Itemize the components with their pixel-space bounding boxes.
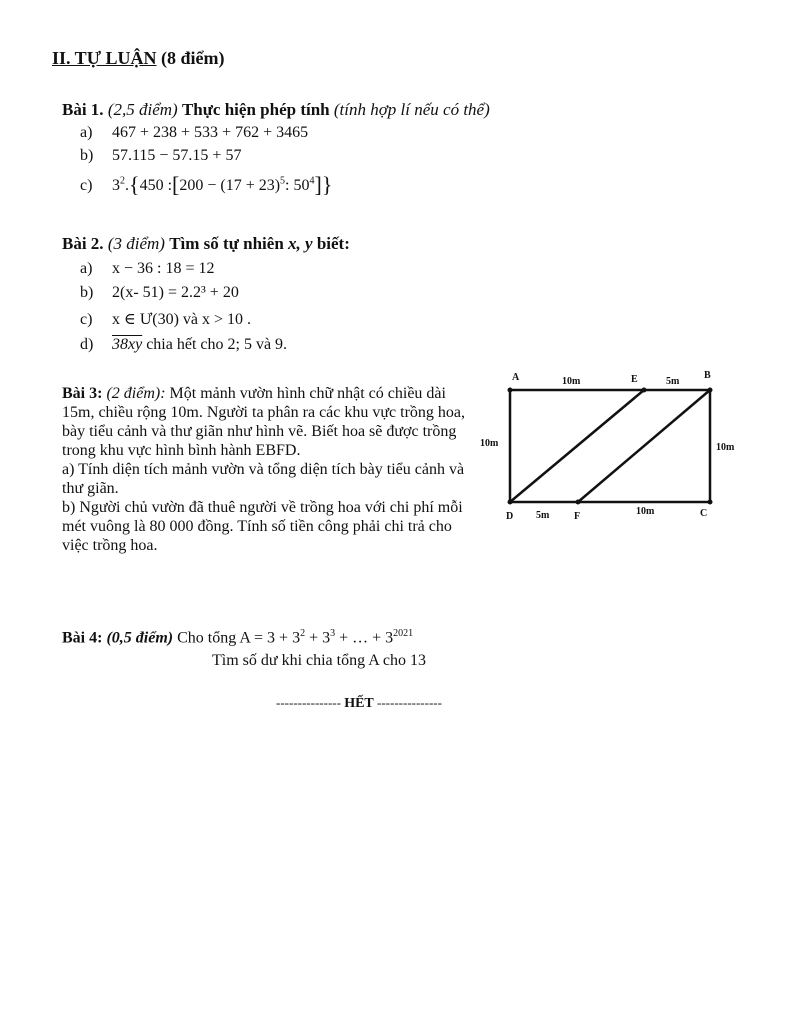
c-450: 450 : [139,177,173,194]
c-200: 200 − (17 + 23) [179,177,281,194]
bai4-line1 [62,628,413,647]
bai2-item-c [80,309,251,329]
bai1-heading [62,100,490,120]
bai3-intro-text: Một mảnh vườn hình chữ nhật có chiều dài 15m, chiều rộng 10m. Người ta phân ra các khu vực trồng hoa, bày tiểu cảnh và thư giãn như hình vẽ. Biết hoa sẽ được trồng trong khu vực hình bình hành EBFD. [62,385,466,459]
label-eb: 5m [666,376,680,387]
item-label: c) [80,177,93,194]
bai4-mid: + 3 [305,629,331,647]
bai3-text [62,384,467,555]
bai2-expr-d: chia hết cho 2; 5 và 9. [146,336,288,353]
label-c: C [700,508,708,519]
bai3-label: Bài 3: [62,385,103,402]
bai1-note: (tính hợp lí nếu có thể) [333,100,490,119]
label-bc: 10m [716,442,735,453]
c-colon50: : 50 [285,177,310,194]
c-brace-close: } [321,172,333,197]
label-a: A [512,372,520,383]
line-bf [578,390,710,502]
item-label: d) [80,336,94,353]
label-ad: 10m [480,438,499,449]
end-marker [276,695,442,712]
label-ae: 10m [562,376,581,387]
bai4-exp2: 2 [300,628,306,639]
point-b [708,388,713,393]
bai4-exp3: 3 [330,628,336,639]
bai2-text: Tìm số tự nhiên [169,234,284,253]
bai3-intro [62,384,467,460]
item-label: a) [80,124,93,141]
label-f: F [574,511,581,522]
bai4-exp-last: 2021 [393,628,414,639]
c-exp5: 5 [280,175,286,187]
rect-abcd [510,390,710,502]
item-label: c) [80,311,93,328]
c-base: 3 [112,177,120,194]
bai1-points: (2,5 điểm) [107,100,178,119]
item-label: b) [80,147,94,164]
bai4-label: Bài 4: [62,629,103,647]
c-brace-open: { [129,172,140,197]
bai2-label: Bài 2. [62,234,104,253]
bai2-heading [62,234,350,254]
point-f [576,500,581,505]
bai3-points: (2 điểm): [106,385,166,402]
section-title [52,48,225,69]
bai1-expr-a: 467 + 238 + 533 + 762 + 3465 [112,124,309,141]
section-title-text: II. TỰ LUẬN [52,48,157,68]
bai2-points: (3 điểm) [107,234,165,253]
bai4-line2: Tìm số dư khi chia tổng A cho 13 [212,652,426,669]
c-dot: . [125,177,129,194]
c-exp2: 2 [120,175,125,187]
bai1-expr-c [112,172,333,197]
bai2-expr-c: x ∈ Ư(30) và x > 10 . [112,311,252,328]
bai3-part-a: a) Tính diện tích mảnh vườn và tổng diện tích bày tiểu cảnh và thư giãn. [62,461,465,497]
bai2-overline-number: 38xy [112,336,143,353]
point-c [708,500,713,505]
item-label: b) [80,284,94,301]
bai2-item-a [80,260,215,278]
line-ed [510,390,644,502]
bai1-label: Bài 1. [62,100,104,119]
item-label: a) [80,260,93,277]
bai4-tail: + … + 3 [335,629,394,647]
bai4-points: (0,5 điểm) [106,629,174,647]
bai1-item-b [80,147,241,165]
label-e: E [631,374,638,385]
bai4-prefix: Cho tổng A = 3 + 3 [177,629,301,647]
bai2-vars: x, y [288,234,313,253]
bai1-text: Thực hiện phép tính [181,100,330,119]
bai1-item-c [80,172,332,198]
dashes-left: --------------- [276,695,341,710]
bai2-item-b [80,284,239,302]
bai2-expr-a: x − 36 : 18 = 12 [112,260,215,277]
label-fc: 10m [636,506,655,517]
point-a [508,388,513,393]
point-e [642,388,647,393]
garden-figure [478,362,748,527]
bai2-suffix: biết: [316,234,350,253]
label-d: D [506,511,514,522]
c-bracket-close: ] [314,172,322,197]
c-exp4: 4 [309,175,315,187]
bai2-expr-b: 2(x- 51) = 2.2³ + 20 [112,284,239,301]
c-bracket-open: [ [172,172,180,197]
point-d [508,500,513,505]
section-points: (8 điểm) [161,48,225,68]
het-word: HẾT [344,696,374,711]
label-df: 5m [536,510,550,521]
bai1-item-a [80,124,308,142]
bai3-part-b: b) Người chủ vườn đã thuê người về trồng hoa với chi phí mỗi mét vuông là 80 000 đồng. Tính số tiền công phải chi trả cho việc trồng hoa. [62,499,463,554]
dashes-right: --------------- [377,695,442,710]
label-b: B [704,370,711,381]
bai2-item-d [80,336,287,354]
bai1-expr-b: 57.115 − 57.15 + 57 [112,147,242,164]
